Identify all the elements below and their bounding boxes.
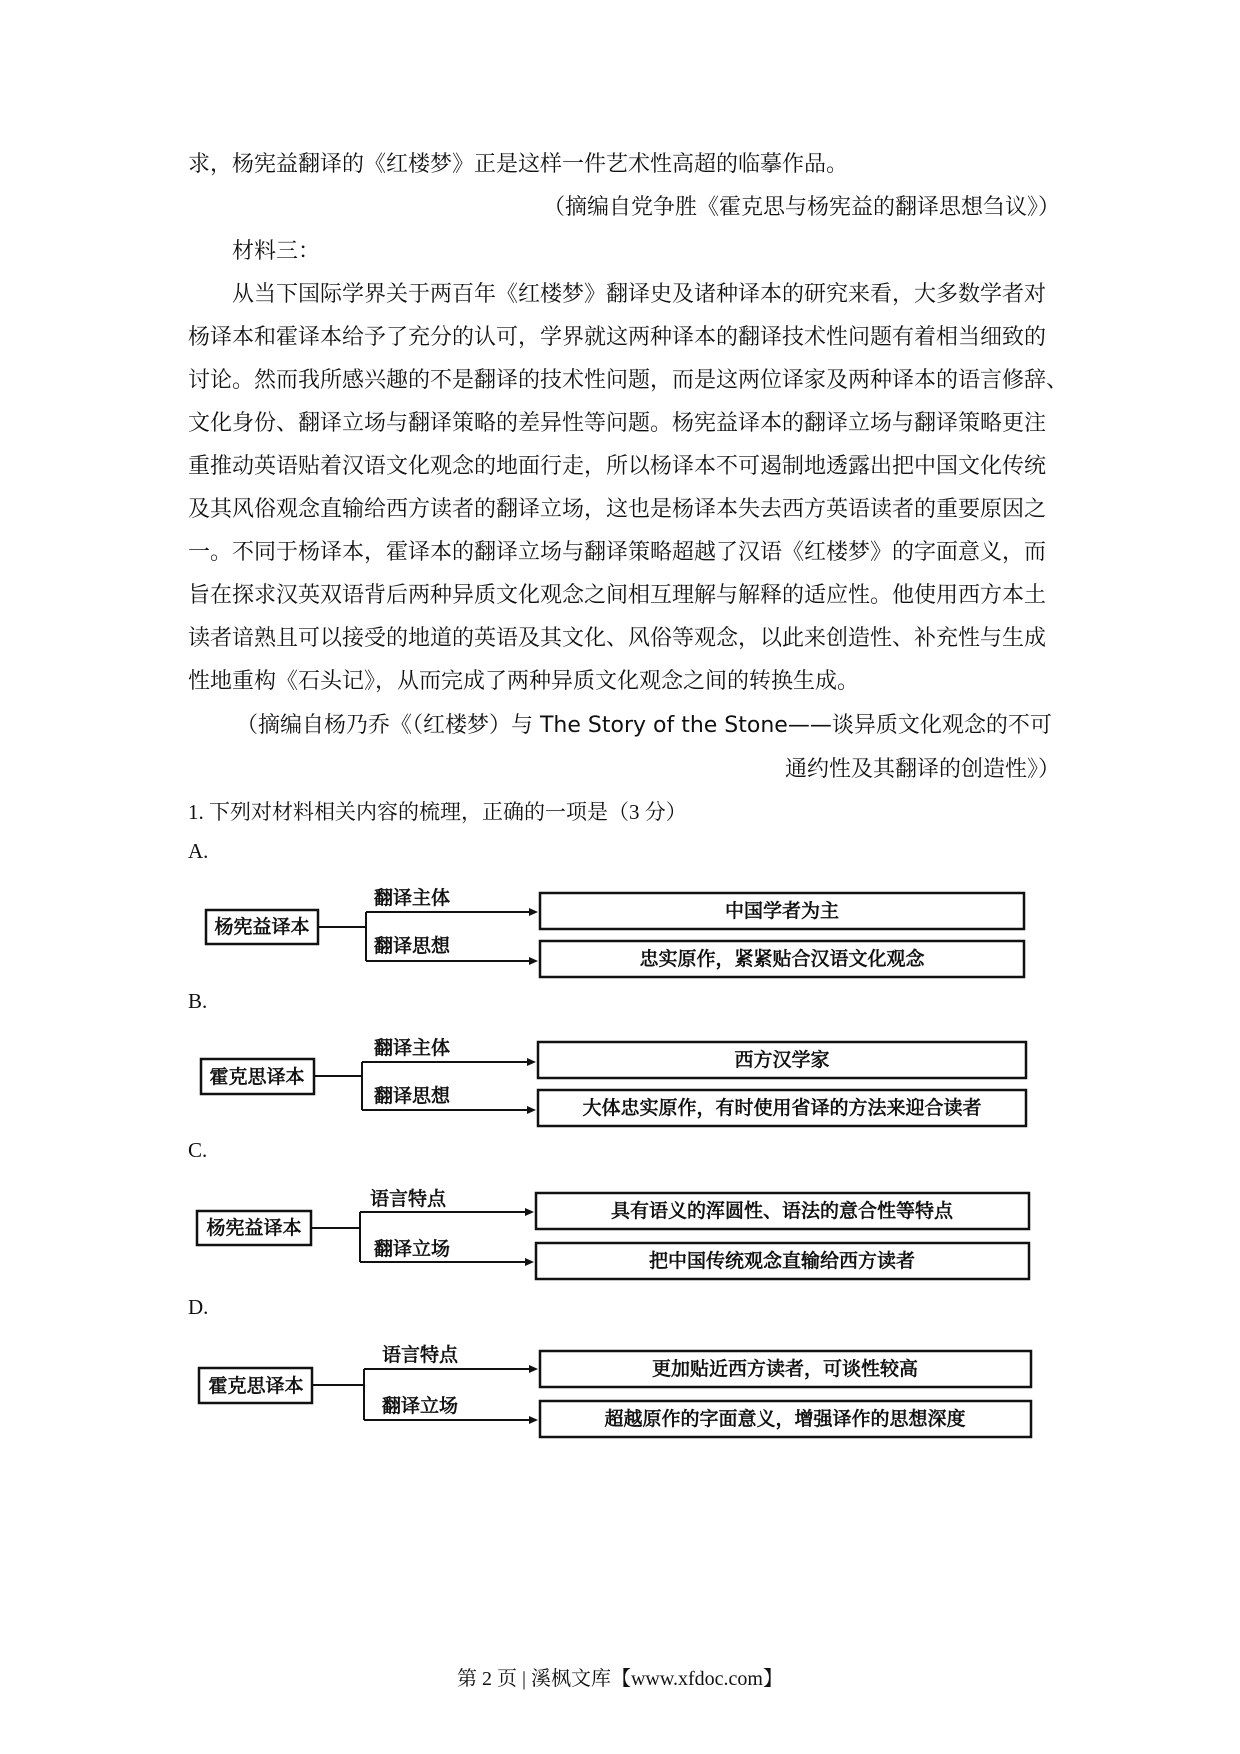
- option-letter: C.: [188, 1138, 208, 1162]
- arrowhead: [525, 1258, 534, 1266]
- passage-line: 旨在探求汉英双语背后两种异质文化观念之间相互理解与解释的适应性。他使用西方本土: [188, 583, 1047, 608]
- branch-content: 大体忠实原作，有时使用省译的方法来迎合读者: [582, 1097, 982, 1119]
- branch-content: 具有语义的浑圆性、语法的意合性等特点: [610, 1200, 954, 1222]
- option-b-diagram: [196, 1028, 1046, 1118]
- option-letter: A.: [188, 839, 209, 863]
- root-label: 杨宪益译本: [206, 1217, 302, 1239]
- root-label: 杨宪益译本: [214, 916, 310, 938]
- option-d-svg: [196, 1335, 1046, 1430]
- arrowhead: [525, 1208, 534, 1216]
- option-a-svg: [196, 878, 1046, 968]
- branch-content: 超越原作的字面意义，增强译作的思想深度: [604, 1408, 966, 1430]
- question-stem: 1. 下列对材料相关内容的梳理，正确的一项是（3 分）: [188, 800, 687, 824]
- branch-label: 语言特点: [382, 1344, 459, 1366]
- arrowhead: [527, 1058, 536, 1066]
- passage-line: 求，杨宪益翻译的《红楼梦》正是这样一件艺术性高超的临摹作品。: [188, 152, 849, 177]
- passage-line: 杨译本和霍译本给予了充分的认可，学界就这两种译本的翻译技术性问题有着相当细致的: [188, 325, 1047, 350]
- option-d-diagram: [196, 1335, 1046, 1430]
- option-a-diagram: [196, 878, 1046, 968]
- root-label: 霍克思译本: [209, 1066, 305, 1088]
- passage-line: 讨论。然而我所感兴趣的不是翻译的技术性问题，而是这两位译家及两种译本的语言修辞、: [188, 368, 1069, 393]
- passage-line: 读者谙熟且可以接受的地道的英语及其文化、风俗等观念，以此来创造性、补充性与生成: [188, 626, 1047, 651]
- passage-line: 及其风俗观念直输给西方读者的翻译立场，这也是杨译本失去西方英语读者的重要原因之: [188, 497, 1047, 522]
- root-label: 霍克思译本: [208, 1375, 304, 1397]
- branch-content: 中国学者为主: [724, 900, 840, 922]
- source-citation-1: （摘编自党争胜《霍克思与杨宪益的翻译思想刍议》）: [542, 195, 1060, 220]
- source-citation-3: （摘编自杨乃乔《（红楼梦）与 The Story of the Stone——谈异质文化观念的不可: [236, 713, 1052, 738]
- passage-line: 从当下国际学界关于两百年《红楼梦》翻译史及诸种译本的研究来看，大多数学者对: [232, 282, 1047, 307]
- passage-line: 文化身份、翻译立场与翻译策略的差异性等问题。杨宪益译本的翻译立场与翻译策略更注: [188, 411, 1047, 436]
- option-b-svg: [196, 1028, 1046, 1118]
- branch-content: 更加贴近西方读者，可谈性较高: [651, 1358, 919, 1380]
- branch-label: 翻译主体: [374, 887, 451, 909]
- branch-label: 翻译立场: [382, 1395, 459, 1417]
- option-c-diagram: [196, 1180, 1046, 1270]
- arrowhead: [529, 908, 538, 916]
- passage-line: 性地重构《石头记》，从而完成了两种异质文化观念之间的转换生成。: [188, 669, 860, 694]
- branch-label: 翻译主体: [374, 1037, 451, 1059]
- branch-label: 翻译思想: [374, 1085, 451, 1107]
- branch-content: 忠实原作，紧紧贴合汉语文化观念: [639, 948, 925, 970]
- branch-label: 语言特点: [370, 1188, 447, 1210]
- material-three-title: 材料三：: [232, 239, 321, 264]
- branch-content: 西方汉学家: [734, 1049, 830, 1071]
- branch-label: 翻译思想: [374, 935, 451, 957]
- passage-line: 重推动英语贴着汉语文化观念的地面行走，所以杨译本不可遏制地透露出把中国文化传统: [188, 454, 1047, 479]
- branch-label: 翻译立场: [374, 1238, 451, 1260]
- page-footer: 第 2 页 | 溪枫文库【www.xfdoc.com】: [456, 1668, 783, 1690]
- option-letter: D.: [188, 1295, 209, 1319]
- option-letter: B.: [188, 989, 208, 1013]
- arrowhead: [527, 1106, 536, 1114]
- arrowhead: [529, 1416, 538, 1424]
- arrowhead: [529, 957, 538, 965]
- branch-content: 把中国传统观念直输给西方读者: [648, 1250, 916, 1272]
- passage-line: 一。不同于杨译本，霍译本的翻译立场与翻译策略超越了汉语《红楼梦》的字面意义，而: [188, 540, 1047, 565]
- option-c-svg: [196, 1180, 1046, 1270]
- source-citation-3-cont: 通约性及其翻译的创造性》）: [784, 757, 1060, 782]
- arrowhead: [529, 1365, 538, 1373]
